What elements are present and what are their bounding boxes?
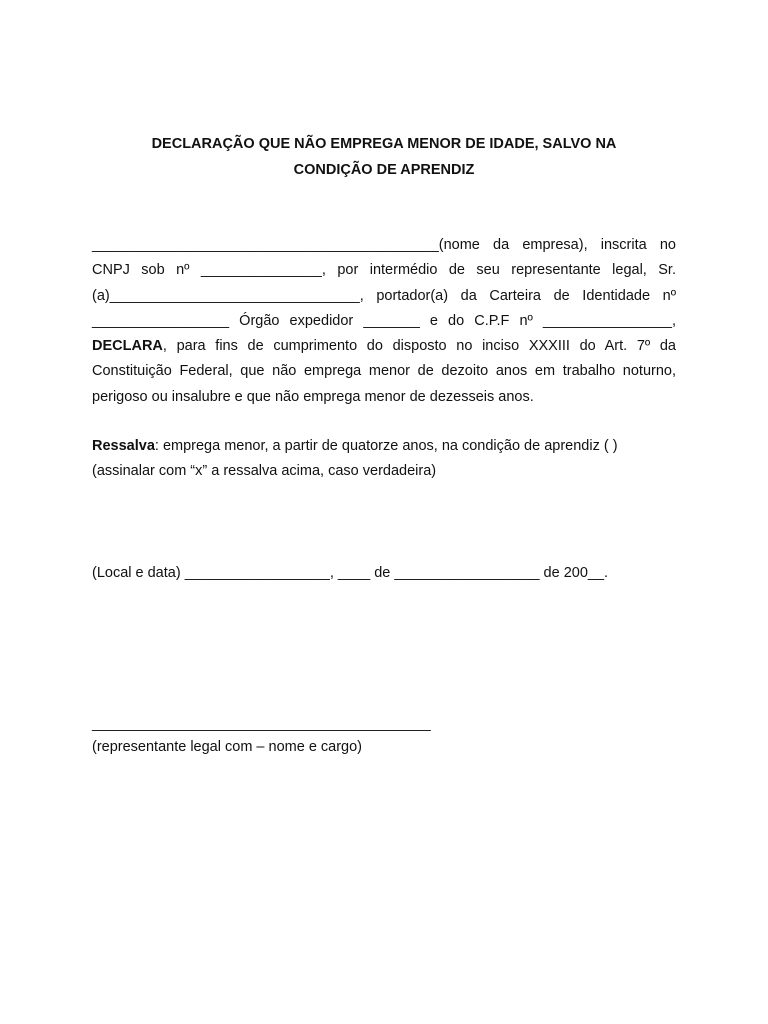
- declaration-paragraph: [92, 233, 676, 410]
- representative-line: (a)_______________________________, portador(a) da Carteira de Identidade nº: [92, 287, 676, 304]
- declara-text: , para fins de cumprimento do disposto no inciso XXXIII do Art. 7º da: [162, 338, 676, 355]
- cnpj-line: CNPJ sob nº _______________, por intermédio de seu representante legal, Sr.: [92, 262, 676, 279]
- identity-cpf-line: _________________ Órgão expedidor _______ e do C.P.F nº ________________,: [92, 312, 676, 329]
- ressalva-line: [92, 434, 676, 459]
- document-title-line-1: DECLARAÇÃO QUE NÃO EMPREGA MENOR DE IDADE, SALVO NA: [151, 136, 617, 152]
- company-name-line: ___________________________________________(nome da empresa), inscrita no: [92, 237, 676, 253]
- ressalva-paragraph: [92, 434, 676, 485]
- document-title-line-2: CONDIÇÃO DE APRENDIZ: [293, 162, 475, 178]
- declara-keyword: DECLARA: [92, 338, 163, 355]
- closing-line: perigoso ou insalubre e que não emprega menor de dezesseis anos.: [92, 388, 534, 405]
- declara-line: [92, 334, 676, 359]
- ressalva-label: Ressalva: [92, 438, 155, 454]
- local-date-line: (Local e data) __________________, ____ de __________________ de 200__.: [92, 565, 609, 581]
- ressalva-note: (assinalar com “x” a ressalva acima, caso verdadeira): [92, 463, 437, 480]
- constitution-line: Constituição Federal, que não emprega menor de dezoito anos em trabalho noturno,: [92, 363, 676, 380]
- signature-caption: (representante legal com – nome e cargo): [92, 739, 363, 755]
- ressalva-text: : emprega menor, a partir de quatorze anos, na condição de aprendiz ( ): [154, 438, 618, 454]
- signature-line: __________________________________________: [92, 716, 431, 732]
